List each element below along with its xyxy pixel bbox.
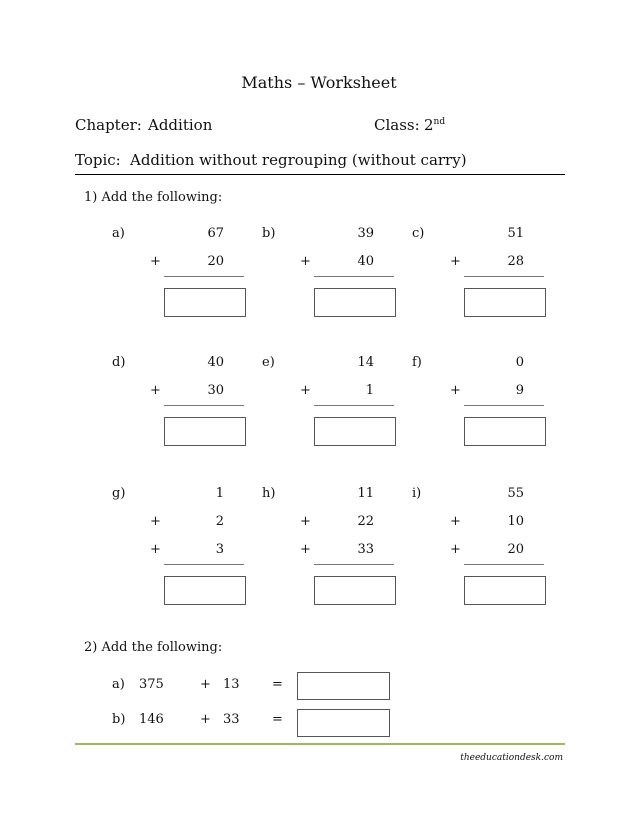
plus-sign: + <box>300 542 311 557</box>
answer-box[interactable] <box>464 288 546 317</box>
class-label: Class: <box>374 116 420 134</box>
sum-line <box>464 564 544 565</box>
addend: 9 <box>515 383 524 398</box>
addend: 40 <box>207 355 224 370</box>
answer-box[interactable] <box>314 417 396 446</box>
plus-sign: + <box>300 383 311 398</box>
answer-box[interactable] <box>314 288 396 317</box>
addend: 20 <box>507 542 524 557</box>
chapter-value: Addition <box>148 116 213 134</box>
class-number: 2 <box>424 116 434 134</box>
addend: 20 <box>207 254 224 269</box>
s2-a-equals: = <box>272 677 283 692</box>
problem-label: i) <box>412 486 422 501</box>
topic-value: Addition without regrouping (without carry) <box>130 151 467 169</box>
s2-a-first: 375 <box>139 677 164 692</box>
problem-label: c) <box>412 226 425 241</box>
addend: 39 <box>357 226 374 241</box>
addend: 3 <box>215 542 224 557</box>
sum-line <box>164 276 244 277</box>
s2-b-label: b) <box>112 712 126 727</box>
answer-box[interactable] <box>164 576 246 605</box>
s2-a-label: a) <box>112 677 125 692</box>
addend: 55 <box>507 486 524 501</box>
s2-b-answer-box[interactable] <box>297 709 390 737</box>
addend: 22 <box>357 514 374 529</box>
problem-label: b) <box>262 226 276 241</box>
plus-sign: + <box>150 383 161 398</box>
footer-divider <box>75 743 565 745</box>
answer-box[interactable] <box>464 576 546 605</box>
problem-label: f) <box>412 355 422 370</box>
sum-line <box>164 564 244 565</box>
problem-label: d) <box>112 355 126 370</box>
sum-line <box>314 564 394 565</box>
problem-label: e) <box>262 355 275 370</box>
page-title: Maths – Worksheet <box>241 73 397 92</box>
problem-label: g) <box>112 486 126 501</box>
addend: 2 <box>215 514 224 529</box>
sum-line <box>464 276 544 277</box>
plus-sign: + <box>150 254 161 269</box>
addend: 11 <box>357 486 374 501</box>
s2-b-second: 33 <box>223 712 240 727</box>
plus-sign: + <box>450 542 461 557</box>
topic-label: Topic: <box>75 151 121 169</box>
plus-sign: + <box>450 254 461 269</box>
sum-line <box>314 276 394 277</box>
addend: 51 <box>507 226 524 241</box>
problem-label: a) <box>112 226 125 241</box>
addend: 10 <box>507 514 524 529</box>
addend: 30 <box>207 383 224 398</box>
s2-a-answer-box[interactable] <box>297 672 390 700</box>
plus-sign: + <box>150 542 161 557</box>
plus-sign: + <box>300 514 311 529</box>
addend: 40 <box>357 254 374 269</box>
plus-sign: + <box>450 383 461 398</box>
plus-sign: + <box>300 254 311 269</box>
addend: 0 <box>515 355 524 370</box>
class-value <box>424 116 445 134</box>
addend: 1 <box>365 383 374 398</box>
addend: 14 <box>357 355 374 370</box>
answer-box[interactable] <box>164 288 246 317</box>
answer-box[interactable] <box>464 417 546 446</box>
section1-heading: 1) Add the following: <box>84 190 223 205</box>
s2-a-op: + <box>200 677 211 692</box>
plus-sign: + <box>450 514 461 529</box>
s2-b-first: 146 <box>139 712 164 727</box>
sum-line <box>314 405 394 406</box>
addend: 67 <box>207 226 224 241</box>
class-suffix: nd <box>433 117 446 127</box>
addend: 28 <box>507 254 524 269</box>
answer-box[interactable] <box>164 417 246 446</box>
section2-heading: 2) Add the following: <box>84 640 223 655</box>
sum-line <box>164 405 244 406</box>
plus-sign: + <box>150 514 161 529</box>
s2-b-equals: = <box>272 712 283 727</box>
addend: 1 <box>215 486 224 501</box>
chapter-label: Chapter: <box>75 116 142 134</box>
addend: 33 <box>357 542 374 557</box>
s2-a-second: 13 <box>223 677 240 692</box>
footer-site: theeducationdesk.com <box>460 753 563 763</box>
header-divider <box>75 174 565 175</box>
problem-label: h) <box>262 486 276 501</box>
sum-line <box>464 405 544 406</box>
answer-box[interactable] <box>314 576 396 605</box>
s2-b-op: + <box>200 712 211 727</box>
